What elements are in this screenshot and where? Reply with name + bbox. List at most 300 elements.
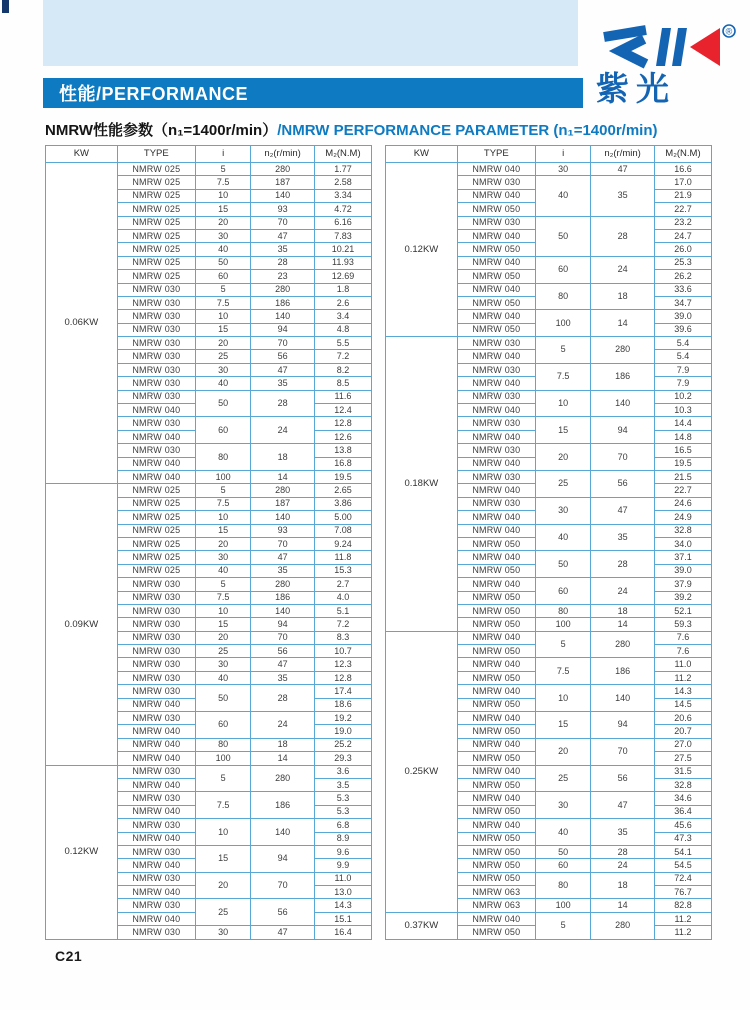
table-row xyxy=(386,163,712,176)
ratio-cell: 100 xyxy=(535,899,590,912)
type-cell: NMRW 040 xyxy=(457,310,535,323)
speed-cell: 280 xyxy=(251,484,315,497)
torque-cell: 17.4 xyxy=(314,685,371,698)
torque-cell: 12.8 xyxy=(314,671,371,684)
speed-cell: 28 xyxy=(591,845,655,858)
ratio-cell: 5 xyxy=(195,484,250,497)
page-title xyxy=(45,119,725,140)
speed-cell: 18 xyxy=(251,738,315,751)
type-cell: NMRW 050 xyxy=(457,564,535,577)
type-cell: NMRW 050 xyxy=(457,752,535,765)
speed-cell: 47 xyxy=(251,551,315,564)
table-row xyxy=(386,631,712,644)
torque-cell: 45.6 xyxy=(654,819,711,832)
speed-cell: 140 xyxy=(251,604,315,617)
torque-cell: 10.3 xyxy=(654,404,711,417)
torque-cell: 6.16 xyxy=(314,216,371,229)
torque-cell: 11.6 xyxy=(314,390,371,403)
speed-cell: 280 xyxy=(251,578,315,591)
torque-cell: 10.2 xyxy=(654,390,711,403)
ratio-cell: 50 xyxy=(535,216,590,256)
speed-cell: 280 xyxy=(251,163,315,176)
torque-cell: 36.4 xyxy=(654,805,711,818)
kw-cell: 0.37KW xyxy=(386,912,458,939)
type-cell: NMRW 050 xyxy=(457,805,535,818)
torque-cell: 59.3 xyxy=(654,618,711,631)
speed-cell: 56 xyxy=(591,765,655,792)
table-row xyxy=(386,337,712,350)
torque-cell: 37.9 xyxy=(654,578,711,591)
type-cell: NMRW 040 xyxy=(457,283,535,296)
ratio-cell: 5 xyxy=(195,578,250,591)
type-cell: NMRW 025 xyxy=(117,511,195,524)
type-cell: NMRW 030 xyxy=(117,685,195,698)
type-cell: NMRW 040 xyxy=(457,511,535,524)
torque-cell: 7.6 xyxy=(654,645,711,658)
torque-cell: 7.08 xyxy=(314,524,371,537)
type-cell: NMRW 050 xyxy=(457,845,535,858)
column-header-kw: KW xyxy=(386,146,458,163)
torque-cell: 2.65 xyxy=(314,484,371,497)
ratio-cell: 10 xyxy=(535,685,590,712)
torque-cell: 7.9 xyxy=(654,377,711,390)
speed-cell: 47 xyxy=(591,792,655,819)
torque-cell: 11.0 xyxy=(654,658,711,671)
torque-cell: 1.77 xyxy=(314,163,371,176)
torque-cell: 39.6 xyxy=(654,323,711,336)
speed-cell: 70 xyxy=(591,444,655,471)
ratio-cell: 10 xyxy=(195,511,250,524)
ratio-cell: 30 xyxy=(195,229,250,242)
ratio-cell: 7.5 xyxy=(195,497,250,510)
type-cell: NMRW 025 xyxy=(117,256,195,269)
torque-cell: 8.2 xyxy=(314,363,371,376)
ratio-cell: 60 xyxy=(195,712,250,739)
type-cell: NMRW 040 xyxy=(457,631,535,644)
torque-cell: 9.24 xyxy=(314,537,371,550)
speed-cell: 70 xyxy=(251,631,315,644)
ratio-cell: 15 xyxy=(195,618,250,631)
torque-cell: 3.5 xyxy=(314,778,371,791)
type-cell: NMRW 030 xyxy=(457,337,535,350)
torque-cell: 31.5 xyxy=(654,765,711,778)
torque-cell: 54.5 xyxy=(654,859,711,872)
type-cell: NMRW 025 xyxy=(117,229,195,242)
speed-cell: 47 xyxy=(591,163,655,176)
type-cell: NMRW 063 xyxy=(457,899,535,912)
speed-cell: 94 xyxy=(591,417,655,444)
column-header-type: TYPE xyxy=(117,146,195,163)
torque-cell: 39.2 xyxy=(654,591,711,604)
type-cell: NMRW 040 xyxy=(457,350,535,363)
torque-cell: 14.3 xyxy=(654,685,711,698)
torque-cell: 52.1 xyxy=(654,604,711,617)
speed-cell: 18 xyxy=(591,872,655,899)
type-cell: NMRW 040 xyxy=(457,765,535,778)
page-number: C21 xyxy=(55,948,83,964)
type-cell: NMRW 040 xyxy=(117,859,195,872)
type-cell: NMRW 040 xyxy=(117,778,195,791)
speed-cell: 187 xyxy=(251,176,315,189)
speed-cell: 140 xyxy=(591,685,655,712)
speed-cell: 56 xyxy=(251,350,315,363)
type-cell: NMRW 050 xyxy=(457,832,535,845)
type-cell: NMRW 025 xyxy=(117,203,195,216)
ratio-cell: 7.5 xyxy=(195,176,250,189)
speed-cell: 18 xyxy=(591,283,655,310)
column-header-type: TYPE xyxy=(457,146,535,163)
type-cell: NMRW 030 xyxy=(117,899,195,912)
torque-cell: 11.0 xyxy=(314,872,371,885)
torque-cell: 21.5 xyxy=(654,470,711,483)
speed-cell: 47 xyxy=(251,229,315,242)
torque-cell: 39.0 xyxy=(654,564,711,577)
speed-cell: 14 xyxy=(251,470,315,483)
zik-logo-icon xyxy=(594,22,742,70)
torque-cell: 19.2 xyxy=(314,712,371,725)
speed-cell: 280 xyxy=(591,631,655,658)
torque-cell: 27.5 xyxy=(654,752,711,765)
ratio-cell: 80 xyxy=(535,283,590,310)
torque-cell: 3.6 xyxy=(314,765,371,778)
speed-cell: 18 xyxy=(251,444,315,471)
torque-cell: 11.2 xyxy=(654,912,711,925)
torque-cell: 5.5 xyxy=(314,337,371,350)
ratio-cell: 10 xyxy=(195,819,250,846)
torque-cell: 29.3 xyxy=(314,752,371,765)
type-cell: NMRW 063 xyxy=(457,886,535,899)
type-cell: NMRW 050 xyxy=(457,926,535,939)
torque-cell: 34.6 xyxy=(654,792,711,805)
table-row xyxy=(46,484,372,497)
torque-cell: 20.6 xyxy=(654,712,711,725)
type-cell: NMRW 030 xyxy=(117,819,195,832)
speed-cell: 56 xyxy=(251,645,315,658)
type-cell: NMRW 030 xyxy=(117,310,195,323)
torque-cell: 13.0 xyxy=(314,886,371,899)
ratio-cell: 40 xyxy=(195,243,250,256)
type-cell: NMRW 030 xyxy=(117,845,195,858)
torque-cell: 4.8 xyxy=(314,323,371,336)
speed-cell: 70 xyxy=(251,216,315,229)
ratio-cell: 40 xyxy=(535,524,590,551)
speed-cell: 186 xyxy=(591,363,655,390)
type-cell: NMRW 040 xyxy=(457,738,535,751)
torque-cell: 8.5 xyxy=(314,377,371,390)
speed-cell: 14 xyxy=(591,310,655,337)
type-cell: NMRW 030 xyxy=(117,296,195,309)
speed-cell: 186 xyxy=(251,296,315,309)
ratio-cell: 25 xyxy=(195,350,250,363)
ratio-cell: 60 xyxy=(195,417,250,444)
ratio-cell: 20 xyxy=(195,631,250,644)
speed-cell: 140 xyxy=(251,819,315,846)
ratio-cell: 30 xyxy=(195,926,250,939)
speed-cell: 28 xyxy=(251,685,315,712)
speed-cell: 280 xyxy=(591,912,655,939)
ratio-cell: 7.5 xyxy=(195,296,250,309)
type-cell: NMRW 040 xyxy=(457,912,535,925)
torque-cell: 7.2 xyxy=(314,618,371,631)
speed-cell: 24 xyxy=(591,578,655,605)
speed-cell: 187 xyxy=(251,497,315,510)
type-cell: NMRW 025 xyxy=(117,176,195,189)
type-cell: NMRW 030 xyxy=(117,872,195,885)
torque-cell: 47.3 xyxy=(654,832,711,845)
speed-cell: 140 xyxy=(251,189,315,202)
type-cell: NMRW 030 xyxy=(457,444,535,457)
torque-cell: 11.2 xyxy=(654,671,711,684)
type-cell: NMRW 030 xyxy=(117,350,195,363)
torque-cell: 4.0 xyxy=(314,591,371,604)
ratio-cell: 30 xyxy=(535,792,590,819)
type-cell: NMRW 040 xyxy=(117,725,195,738)
ratio-cell: 30 xyxy=(195,551,250,564)
torque-cell: 16.4 xyxy=(314,926,371,939)
ratio-cell: 30 xyxy=(535,497,590,524)
type-cell: NMRW 025 xyxy=(117,189,195,202)
ratio-cell: 7.5 xyxy=(195,591,250,604)
speed-cell: 35 xyxy=(251,243,315,256)
kw-cell: 0.09KW xyxy=(46,484,118,765)
speed-cell: 93 xyxy=(251,524,315,537)
title-chinese: NMRW性能参数（n₁=1400r/min） xyxy=(45,122,278,139)
speed-cell: 140 xyxy=(251,511,315,524)
torque-cell: 6.8 xyxy=(314,819,371,832)
torque-cell: 72.4 xyxy=(654,872,711,885)
speed-cell: 24 xyxy=(591,256,655,283)
type-cell: NMRW 030 xyxy=(457,216,535,229)
torque-cell: 11.2 xyxy=(654,926,711,939)
ratio-cell: 15 xyxy=(535,712,590,739)
torque-cell: 18.6 xyxy=(314,698,371,711)
type-cell: NMRW 030 xyxy=(117,390,195,403)
speed-cell: 35 xyxy=(591,819,655,846)
ratio-cell: 5 xyxy=(535,631,590,658)
torque-cell: 15.1 xyxy=(314,912,371,925)
torque-cell: 16.6 xyxy=(654,163,711,176)
type-cell: NMRW 025 xyxy=(117,524,195,537)
torque-cell: 14.5 xyxy=(654,698,711,711)
ratio-cell: 5 xyxy=(195,163,250,176)
torque-cell: 82.8 xyxy=(654,899,711,912)
type-cell: NMRW 040 xyxy=(457,524,535,537)
type-cell: NMRW 030 xyxy=(117,658,195,671)
torque-cell: 34.0 xyxy=(654,537,711,550)
type-cell: NMRW 050 xyxy=(457,698,535,711)
ratio-cell: 20 xyxy=(195,337,250,350)
torque-cell: 32.8 xyxy=(654,778,711,791)
ratio-cell: 80 xyxy=(195,444,250,471)
torque-cell: 34.7 xyxy=(654,296,711,309)
speed-cell: 70 xyxy=(251,337,315,350)
type-cell: NMRW 040 xyxy=(117,912,195,925)
ratio-cell: 50 xyxy=(195,685,250,712)
speed-cell: 280 xyxy=(251,765,315,792)
type-cell: NMRW 030 xyxy=(117,631,195,644)
type-cell: NMRW 040 xyxy=(117,738,195,751)
type-cell: NMRW 040 xyxy=(117,457,195,470)
ratio-cell: 10 xyxy=(195,310,250,323)
ratio-cell: 5 xyxy=(535,912,590,939)
ratio-cell: 30 xyxy=(195,363,250,376)
speed-cell: 47 xyxy=(591,497,655,524)
kw-cell: 0.12KW xyxy=(46,765,118,939)
header-band xyxy=(43,0,578,66)
torque-cell: 7.9 xyxy=(654,363,711,376)
ratio-cell: 5 xyxy=(535,337,590,364)
type-cell: NMRW 030 xyxy=(117,337,195,350)
kw-cell: 0.06KW xyxy=(46,163,118,484)
ratio-cell: 80 xyxy=(195,738,250,751)
speed-cell: 94 xyxy=(251,618,315,631)
ratio-cell: 5 xyxy=(195,283,250,296)
ratio-cell: 80 xyxy=(535,872,590,899)
torque-cell: 14.3 xyxy=(314,899,371,912)
torque-cell: 24.9 xyxy=(654,511,711,524)
type-cell: NMRW 050 xyxy=(457,296,535,309)
type-cell: NMRW 040 xyxy=(457,404,535,417)
ratio-cell: 80 xyxy=(535,604,590,617)
column-header-speed: n₂(r/min) xyxy=(251,146,315,163)
column-header-torque: M₂(N.M) xyxy=(654,146,711,163)
type-cell: NMRW 050 xyxy=(457,591,535,604)
speed-cell: 35 xyxy=(251,377,315,390)
torque-cell: 23.2 xyxy=(654,216,711,229)
type-cell: NMRW 040 xyxy=(457,819,535,832)
scan-artifact xyxy=(2,0,9,13)
type-cell: NMRW 050 xyxy=(457,872,535,885)
ratio-cell: 50 xyxy=(195,390,250,417)
speed-cell: 14 xyxy=(251,752,315,765)
type-cell: NMRW 025 xyxy=(117,537,195,550)
torque-cell: 10.21 xyxy=(314,243,371,256)
type-cell: NMRW 040 xyxy=(117,832,195,845)
ratio-cell: 60 xyxy=(195,270,250,283)
type-cell: NMRW 050 xyxy=(457,270,535,283)
type-cell: NMRW 030 xyxy=(117,645,195,658)
tables-container xyxy=(45,145,713,940)
torque-cell: 39.0 xyxy=(654,310,711,323)
type-cell: NMRW 025 xyxy=(117,564,195,577)
type-cell: NMRW 030 xyxy=(117,712,195,725)
speed-cell: 93 xyxy=(251,203,315,216)
torque-cell: 25.2 xyxy=(314,738,371,751)
torque-cell: 10.7 xyxy=(314,645,371,658)
torque-cell: 4.72 xyxy=(314,203,371,216)
speed-cell: 47 xyxy=(251,658,315,671)
torque-cell: 2.7 xyxy=(314,578,371,591)
ratio-cell: 40 xyxy=(195,671,250,684)
type-cell: NMRW 025 xyxy=(117,551,195,564)
ratio-cell: 20 xyxy=(535,444,590,471)
torque-cell: 19.0 xyxy=(314,725,371,738)
speed-cell: 94 xyxy=(251,323,315,336)
ratio-cell: 10 xyxy=(195,604,250,617)
type-cell: NMRW 040 xyxy=(457,712,535,725)
speed-cell: 24 xyxy=(251,417,315,444)
type-cell: NMRW 040 xyxy=(457,430,535,443)
speed-cell: 24 xyxy=(251,712,315,739)
ratio-cell: 60 xyxy=(535,859,590,872)
ratio-cell: 7.5 xyxy=(535,363,590,390)
torque-cell: 12.4 xyxy=(314,404,371,417)
torque-cell: 12.8 xyxy=(314,417,371,430)
column-header-ratio: i xyxy=(195,146,250,163)
performance-table-left xyxy=(45,145,372,940)
ratio-cell: 20 xyxy=(535,738,590,765)
ratio-cell: 50 xyxy=(195,256,250,269)
ratio-cell: 10 xyxy=(535,390,590,417)
type-cell: NMRW 025 xyxy=(117,243,195,256)
speed-cell: 35 xyxy=(251,564,315,577)
column-header-speed: n₂(r/min) xyxy=(591,146,655,163)
ratio-cell: 40 xyxy=(195,377,250,390)
type-cell: NMRW 040 xyxy=(117,752,195,765)
type-cell: NMRW 025 xyxy=(117,497,195,510)
ratio-cell: 40 xyxy=(195,564,250,577)
speed-cell: 94 xyxy=(251,845,315,872)
speed-cell: 28 xyxy=(591,551,655,578)
ratio-cell: 7.5 xyxy=(535,658,590,685)
torque-cell: 24.6 xyxy=(654,497,711,510)
torque-cell: 11.93 xyxy=(314,256,371,269)
torque-cell: 11.8 xyxy=(314,551,371,564)
speed-cell: 35 xyxy=(251,671,315,684)
ratio-cell: 15 xyxy=(195,323,250,336)
torque-cell: 12.69 xyxy=(314,270,371,283)
type-cell: NMRW 030 xyxy=(457,497,535,510)
type-cell: NMRW 030 xyxy=(117,323,195,336)
type-cell: NMRW 030 xyxy=(117,283,195,296)
type-cell: NMRW 050 xyxy=(457,537,535,550)
torque-cell: 37.1 xyxy=(654,551,711,564)
ratio-cell: 40 xyxy=(535,176,590,216)
type-cell: NMRW 040 xyxy=(457,792,535,805)
type-cell: NMRW 025 xyxy=(117,216,195,229)
registered-mark: ® xyxy=(725,26,733,37)
ratio-cell: 20 xyxy=(195,872,250,899)
type-cell: NMRW 030 xyxy=(117,765,195,778)
section-title-bar xyxy=(43,78,583,108)
ratio-cell: 15 xyxy=(195,845,250,872)
speed-cell: 35 xyxy=(591,176,655,216)
torque-cell: 32.8 xyxy=(654,524,711,537)
ratio-cell: 50 xyxy=(535,845,590,858)
ratio-cell: 7.5 xyxy=(195,792,250,819)
table-row xyxy=(386,912,712,925)
type-cell: NMRW 040 xyxy=(117,430,195,443)
speed-cell: 70 xyxy=(591,738,655,765)
torque-cell: 3.4 xyxy=(314,310,371,323)
column-header-torque: M₂(N.M) xyxy=(314,146,371,163)
speed-cell: 28 xyxy=(251,390,315,417)
torque-cell: 8.9 xyxy=(314,832,371,845)
type-cell: NMRW 040 xyxy=(457,256,535,269)
torque-cell: 76.7 xyxy=(654,886,711,899)
type-cell: NMRW 050 xyxy=(457,778,535,791)
torque-cell: 25.3 xyxy=(654,256,711,269)
type-cell: NMRW 050 xyxy=(457,859,535,872)
ratio-cell: 30 xyxy=(535,163,590,176)
torque-cell: 2.58 xyxy=(314,176,371,189)
speed-cell: 280 xyxy=(591,337,655,364)
table-row xyxy=(46,163,372,176)
speed-cell: 47 xyxy=(251,926,315,939)
torque-cell: 15.3 xyxy=(314,564,371,577)
torque-cell: 7.83 xyxy=(314,229,371,242)
torque-cell: 16.5 xyxy=(654,444,711,457)
